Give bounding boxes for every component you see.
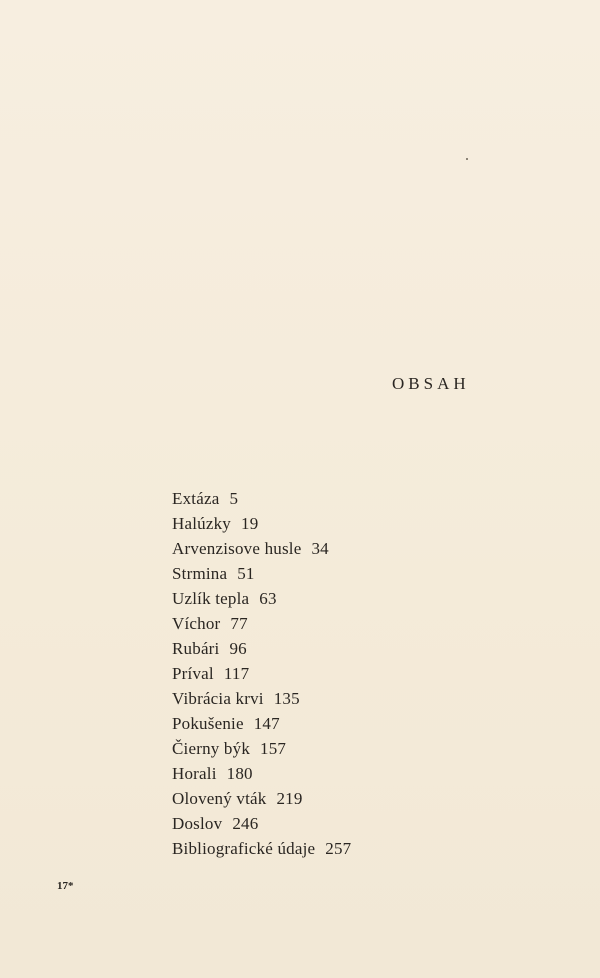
toc-entry: [172, 711, 432, 736]
toc-entry-page: 180: [226, 764, 253, 783]
toc-entry-title: Rubári: [172, 639, 220, 658]
toc-entry: [172, 661, 432, 686]
toc-entry-title: Extáza: [172, 489, 220, 508]
toc-entry-page: 257: [325, 839, 352, 858]
toc-entry: [172, 586, 432, 611]
toc-entry: [172, 686, 432, 711]
toc-entry-page: 51: [237, 564, 255, 583]
table-of-contents: [172, 486, 432, 861]
toc-entry-title: Strmina: [172, 564, 228, 583]
toc-entry-title: Pokušenie: [172, 714, 244, 733]
toc-entry-page: 135: [273, 689, 300, 708]
paper-speck: [466, 158, 468, 160]
toc-entry: [172, 811, 432, 836]
toc-entry-title: Uzlík tepla: [172, 589, 250, 608]
toc-entry-page: 19: [241, 514, 259, 533]
toc-entry-page: 157: [260, 739, 287, 758]
toc-entry-title: Vibrácia krvi: [172, 689, 264, 708]
toc-entry-title: Príval: [172, 664, 214, 683]
toc-entry-title: Víchor: [172, 614, 221, 633]
toc-entry-page: 5: [229, 489, 239, 508]
toc-entry-page: 63: [259, 589, 277, 608]
toc-entry-title: Bibliografické údaje: [172, 839, 316, 858]
toc-entry-title: Doslov: [172, 814, 223, 833]
toc-entry-title: Arvenzisove husle: [172, 539, 302, 558]
toc-entry-page: 96: [229, 639, 247, 658]
toc-entry-title: Olovený vták: [172, 789, 267, 808]
toc-entry-page: 34: [311, 539, 329, 558]
toc-entry-page: 219: [276, 789, 303, 808]
toc-entry: [172, 836, 432, 861]
toc-entry-title: Halúzky: [172, 514, 231, 533]
page-title: OBSAH: [392, 374, 470, 393]
toc-entry: [172, 536, 432, 561]
toc-entry: [172, 786, 432, 811]
toc-entry: [172, 761, 432, 786]
toc-entry-page: 147: [253, 714, 280, 733]
toc-entry-page: 246: [232, 814, 259, 833]
toc-entry: [172, 561, 432, 586]
toc-entry-title: Horali: [172, 764, 217, 783]
toc-entry: [172, 511, 432, 536]
signature-mark: 17*: [57, 880, 74, 892]
toc-entry: [172, 611, 432, 636]
toc-entry-title: Čierny býk: [172, 739, 251, 758]
toc-entry: [172, 736, 432, 761]
toc-entry: [172, 486, 432, 511]
toc-entry: [172, 636, 432, 661]
toc-entry-page: 77: [230, 614, 248, 633]
toc-entry-page: 117: [223, 664, 250, 683]
